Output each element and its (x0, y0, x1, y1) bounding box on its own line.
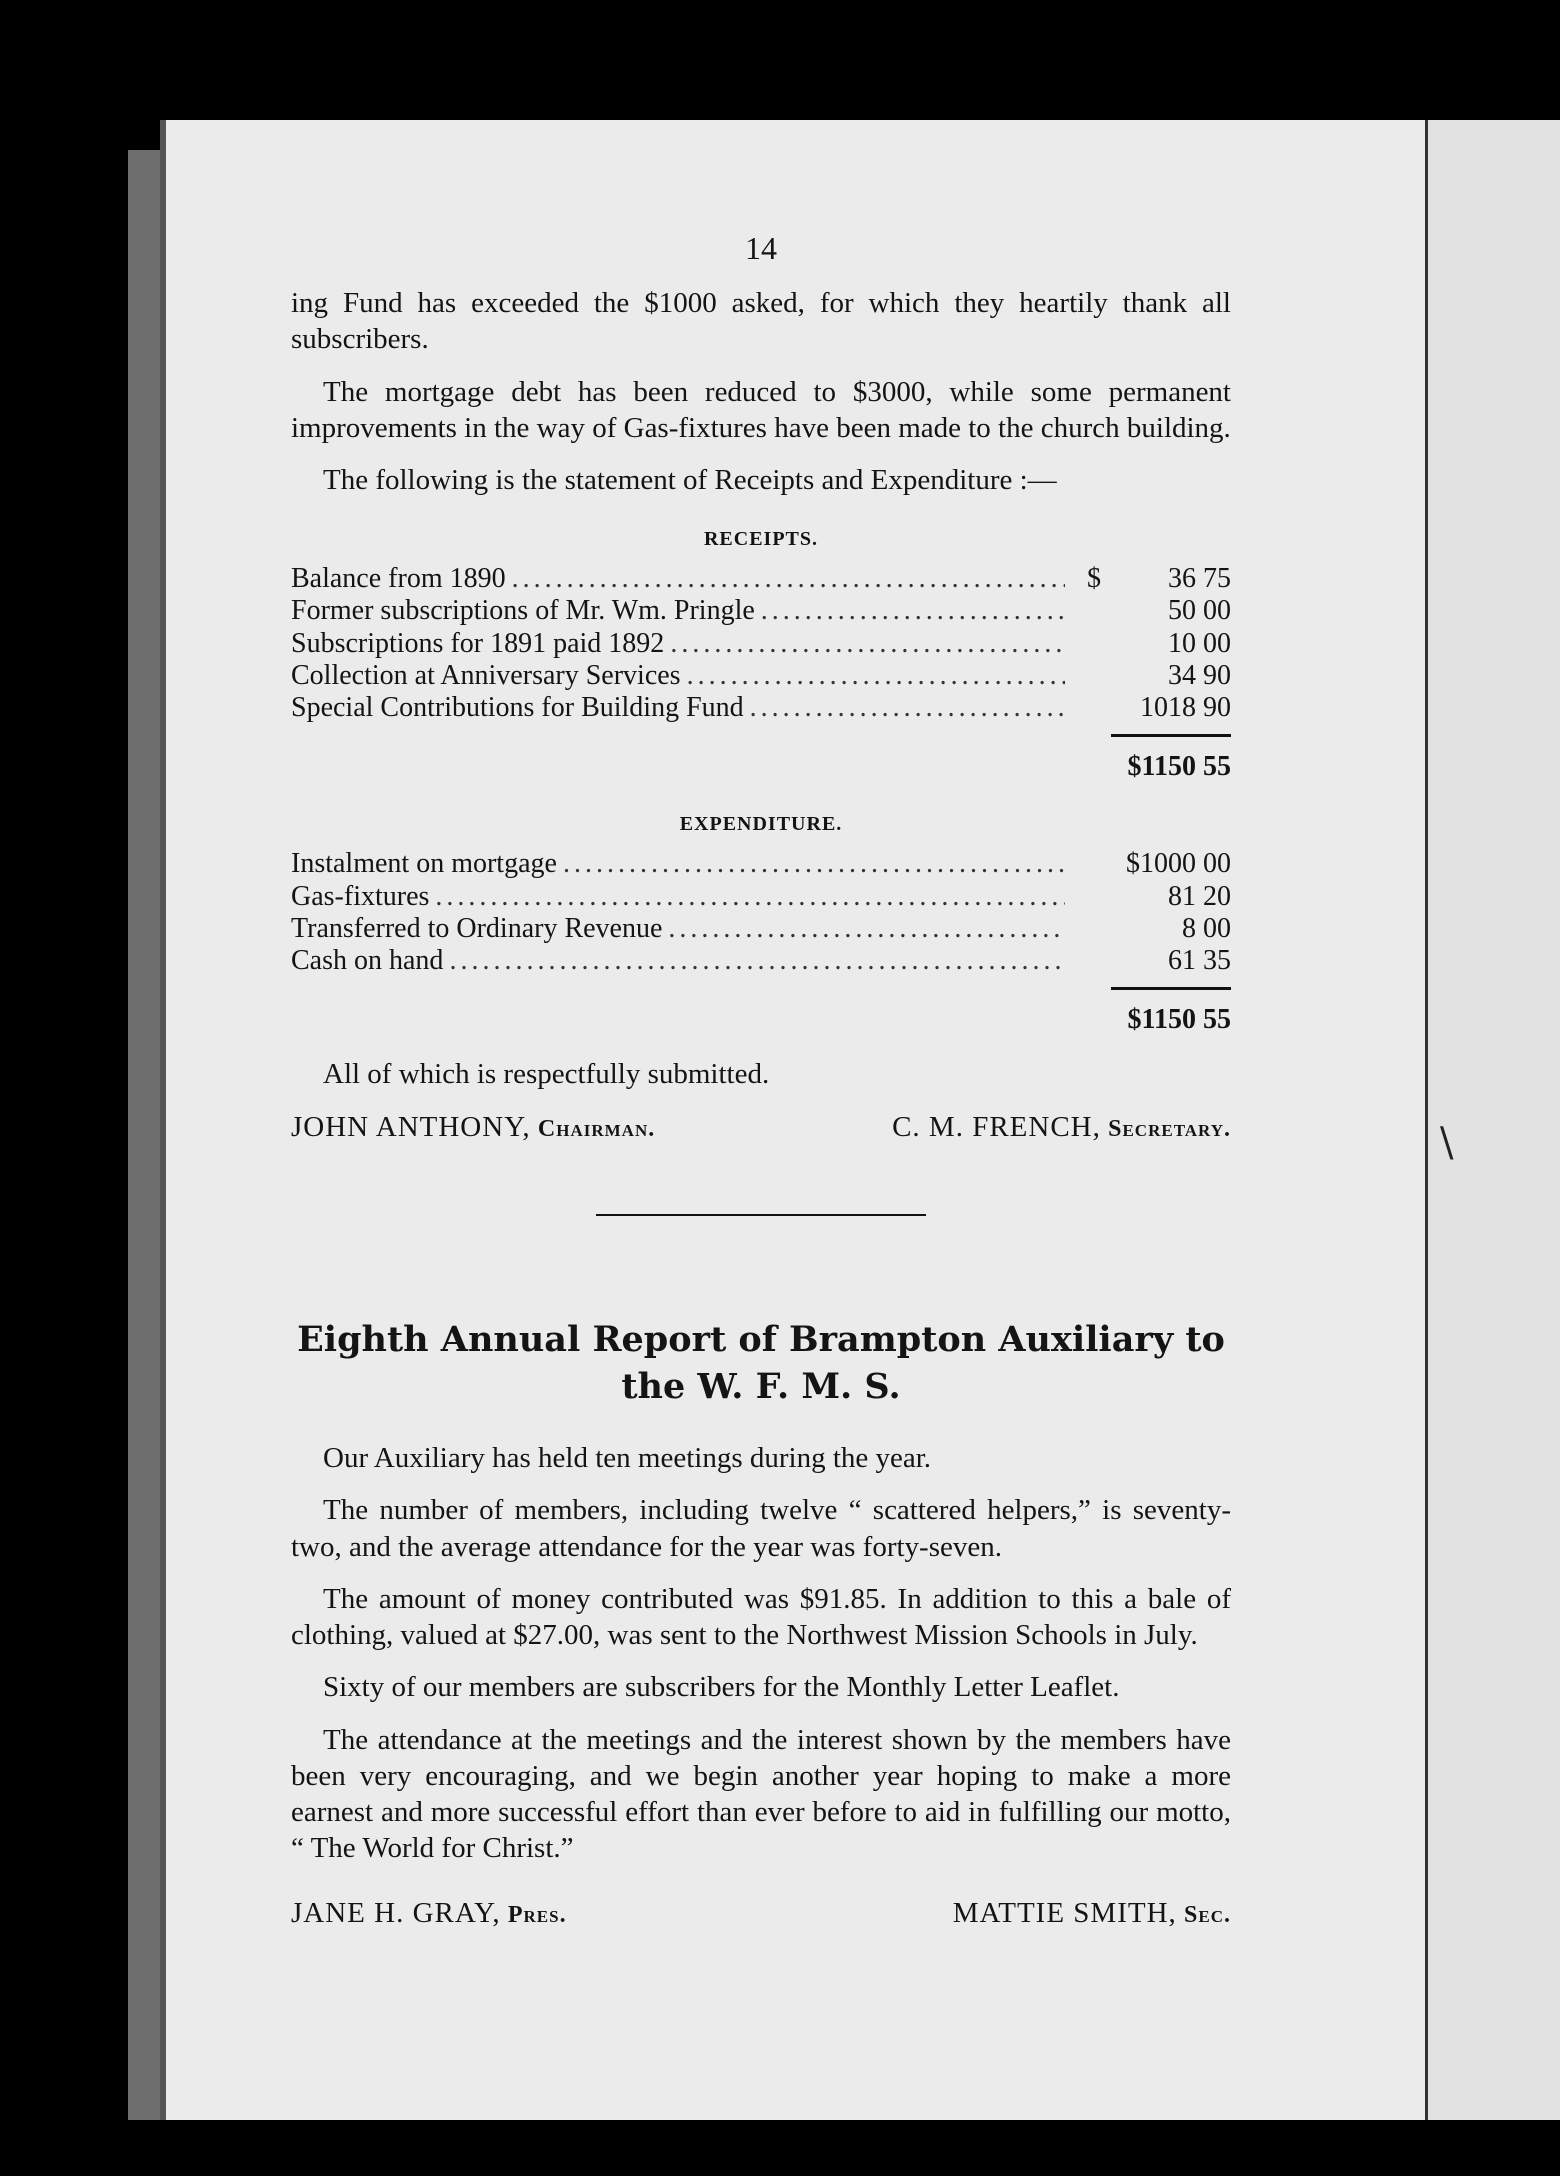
leader-dots (435, 881, 1065, 913)
signatures-block-2 (291, 1897, 1231, 1930)
signature-name: JOHN ANTHONY, (291, 1110, 531, 1143)
ledger-label: Balance from 1890 (291, 563, 506, 595)
signature-left (291, 1111, 655, 1144)
signature-name: MATTIE SMITH, (952, 1896, 1177, 1929)
document-page (160, 120, 1431, 2120)
report-paragraph-4: Sixty of our members are subscribers for the Monthly Letter Leaflet. (323, 1671, 1120, 1704)
report-title-line-2: the W. F. M. S. (621, 1365, 901, 1407)
ledger-row (291, 945, 1231, 977)
leader-dots (750, 692, 1065, 724)
section-divider (596, 1214, 926, 1216)
receipts-total-amount: $1150 55 (1127, 751, 1231, 783)
rule-line (1111, 987, 1231, 990)
report-title (291, 1316, 1231, 1411)
ledger-label: Cash on hand (291, 944, 444, 976)
ledger-label: Gas-fixtures (291, 880, 430, 912)
leader-dots (687, 660, 1065, 692)
receipts-ledger (291, 563, 1231, 783)
signature-title: Secretary. (1108, 1115, 1231, 1142)
leader-dots (670, 628, 1065, 660)
ledger-amount: 34 90 (1168, 659, 1231, 691)
report-paragraph-1: Our Auxiliary has held ten meetings during the year. (323, 1442, 932, 1475)
ledger-label: Special Contributions for Building Fund (291, 692, 744, 723)
ledger-amount: 1018 90 (1140, 692, 1231, 723)
ledger-label: Subscriptions for 1891 paid 1892 (291, 627, 665, 659)
ledger-row (291, 692, 1231, 724)
ledger-amount: $1000 00 (1126, 848, 1231, 880)
facing-page-edge (1425, 120, 1560, 2120)
ledger-row (291, 595, 1231, 627)
rule-line (1111, 734, 1231, 737)
ledger-label: Transferred to Ordinary Revenue (291, 912, 663, 944)
signature-left (291, 1897, 567, 1930)
total-rule (291, 734, 1231, 737)
signature-title: Chairman. (537, 1115, 656, 1142)
receipts-heading: RECEIPTS. (703, 528, 819, 551)
expenditure-ledger (291, 848, 1231, 1036)
ledger-amount: 8 00 (1182, 912, 1231, 944)
ledger-row (291, 563, 1231, 595)
signature-name: C. M. FRENCH, (892, 1110, 1101, 1143)
ledger-amount: 81 20 (1168, 880, 1231, 912)
ledger-row (291, 848, 1231, 880)
ledger-label: Former subscriptions of Mr. Wm. Pringle (291, 595, 755, 627)
signature-right (892, 1111, 1231, 1144)
ledger-amount: 50 00 (1168, 595, 1231, 627)
leader-dots (761, 595, 1065, 627)
signature-right (953, 1897, 1231, 1930)
ledger-row (291, 628, 1231, 660)
leader-dots (512, 563, 1065, 595)
receipts-total (291, 751, 1231, 783)
edge-mark: \ (1440, 1120, 1454, 1166)
ledger-currency: $ (1087, 563, 1101, 595)
expenditure-total-amount: $1150 55 (1127, 1004, 1231, 1036)
signature-title: Pres. (507, 1901, 567, 1928)
intro-paragraph-3: The following is the statement of Receipts and Expenditure :— (323, 464, 1057, 496)
ledger-row (291, 881, 1231, 913)
ledger-label: Collection at Anniversary Services (291, 659, 681, 691)
report-paragraph-5: The attendance at the meetings and the interest shown by the members have been very encouraging, and we begin another year hoping to make a more earnest and more successful effort than ever before to aid in fulfilling our motto, “ The World for Christ.” (291, 1723, 1231, 1865)
intro-paragraph-2: The mortgage debt has been reduced to $3000, while some permanent improvements in the way of Gas-fixtures have been made to the church building. (291, 375, 1231, 444)
expenditure-total (291, 1004, 1231, 1036)
page-number: 14 (745, 230, 777, 266)
signatures-block-1 (291, 1111, 1231, 1144)
ledger-amount: 61 35 (1168, 944, 1231, 976)
ledger-amount: 10 00 (1168, 627, 1231, 659)
signature-name: JANE H. GRAY, (291, 1896, 501, 1929)
signature-title: Sec. (1184, 1901, 1231, 1928)
ledger-row (291, 913, 1231, 945)
closing-line: All of which is respectfully submitted. (323, 1058, 770, 1091)
page-content (291, 230, 1231, 1930)
intro-paragraph-1: ing Fund has exceeded the $1000 asked, for which they heartily thank all subscribers. (291, 287, 1231, 356)
ledger-amount: 36 75 (1168, 563, 1231, 595)
leader-dots (449, 945, 1065, 977)
report-paragraph-2: The number of members, including twelve “ scattered helpers,” is seventy-two, and the average attendance for the year was forty-seven. (291, 1494, 1231, 1563)
total-rule (291, 987, 1231, 990)
ledger-label: Instalment on mortgage (291, 848, 557, 880)
ledger-row (291, 660, 1231, 692)
expenditure-heading: EXPENDITURE. (679, 813, 843, 836)
leader-dots (563, 848, 1065, 880)
report-paragraph-3: The amount of money contributed was $91.85. In addition to this a bale of clothing, valued at $27.00, was sent to the Northwest Mission Schools in July. (291, 1582, 1231, 1652)
leader-dots (668, 913, 1065, 945)
report-title-line-1: Eighth Annual Report of Brampton Auxiliary to (297, 1318, 1225, 1360)
